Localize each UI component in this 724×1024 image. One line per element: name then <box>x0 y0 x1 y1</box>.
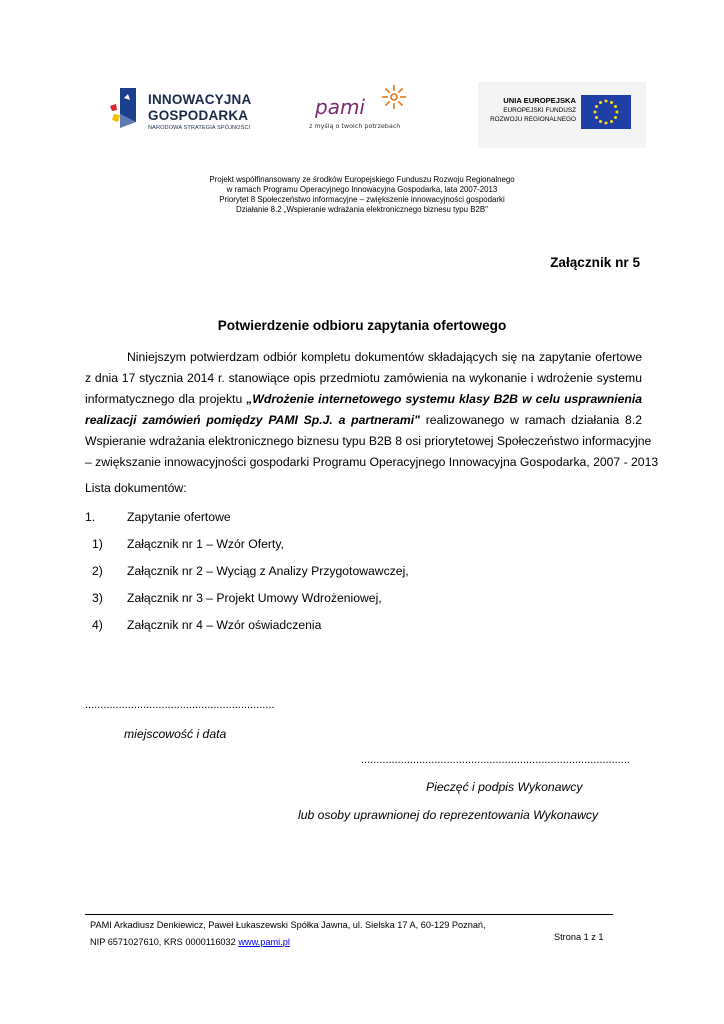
sub-item-label: Załącznik nr 2 – Wyciąg z Analizy Przygotowawczej, <box>127 564 409 578</box>
sub-item-number: 2) <box>92 564 103 578</box>
paragraph-line-5: Wspieranie wdrażania elektronicznego biznesu typu B2B 8 osi priorytetowej Społeczeństwo informacyjne <box>85 434 652 448</box>
eu-text-line3: ROZWOJU REGIONALNEGO <box>490 116 576 123</box>
stamp-signature-label: Pieczęć i podpis Wykonawcy <box>426 780 583 794</box>
sub-item-label: Załącznik nr 4 – Wzór oświadczenia <box>127 618 322 632</box>
ig-text-line2: GOSPODARKA <box>148 108 249 123</box>
innowacyjna-gospodarka-logo <box>88 78 264 148</box>
project-info-line: Priorytet 8 Społeczeństwo informacyjne – zwiększenie innowacyjności gospodarki <box>219 195 505 204</box>
paragraph-line-2: z dnia 17 stycznia 2014 r. stanowiące opis przedmiotu zamówienia na wykonanie i wdrożenie systemu <box>85 371 642 385</box>
paragraph-line-3 <box>85 391 642 407</box>
project-name-part1: „Wdrożenie internetowego systemu klasy B2B w celu usprawnienia <box>246 392 643 406</box>
footer-nip-krs: NIP 6571027610, KRS 0000116032 <box>90 937 239 947</box>
sub-item-number: 4) <box>92 618 103 632</box>
sub-item-label: Załącznik nr 3 – Projekt Umowy Wdrożeniowej, <box>127 591 382 605</box>
paragraph-line-4 <box>85 412 642 428</box>
pami-wordmark-text: pami <box>315 95 365 119</box>
signature-dotted-line: ........................................................................................ <box>361 754 630 766</box>
eu-text-line1: UNIA EUROPEJSKA <box>503 96 576 105</box>
footer-registration <box>90 937 290 947</box>
project-info-line: Projekt współfinansowany ze środków Europejskiego Funduszu Rozwoju Regionalnego <box>209 175 515 184</box>
pami-wordmark <box>315 94 385 120</box>
project-info <box>0 175 724 215</box>
eu-text-line2: EUROPEJSKI FUNDUSZ <box>503 107 576 114</box>
sub-item-label: Załącznik nr 1 – Wzór Oferty, <box>127 537 284 551</box>
authorized-person-label: lub osoby uprawnionej do reprezentowania Wykonawcy <box>298 808 599 822</box>
ig-flag-icon <box>110 88 136 128</box>
pami-logo <box>305 82 425 142</box>
ig-text-line3: NARODOWA STRATEGIA SPÓJNOŚCI <box>148 125 251 131</box>
footer-address: PAMI Arkadiusz Denkiewicz, Paweł Łukaszewski Spółka Jawna, ul. Sielska 17 A, 60-129 Poznań, <box>90 920 486 930</box>
footer-divider <box>85 914 613 915</box>
website-link[interactable]: www.pami.pl <box>238 937 290 947</box>
pami-tagline: z myślą o twoich potrzebach <box>309 122 401 130</box>
list-item-label: Zapytanie ofertowe <box>127 510 231 524</box>
page-number: Strona 1 z 1 <box>554 932 604 942</box>
paragraph-line-6: – zwiększanie innowacyjności gospodarki Programu Operacyjnego Innowacyjna Gospodarka, 2007 - 2013 <box>85 455 659 469</box>
place-date-dotted-line: .............................................................. <box>85 699 275 711</box>
list-heading: Lista dokumentów: <box>85 481 187 495</box>
page-title: Potwierdzenie odbioru zapytania ofertowego <box>217 318 507 333</box>
place-date-label: miejscowość i data <box>124 727 227 741</box>
project-info-line: w ramach Programu Operacyjnego Innowacyjna Gospodarka, lata 2007-2013 <box>226 185 498 194</box>
paragraph-line-4-plain: realizowanego w ramach działania 8.2 <box>425 413 642 427</box>
eu-logo <box>478 82 646 148</box>
ig-text-line1: INNOWACYJNA <box>148 92 252 107</box>
list-item-number: 1. <box>85 510 96 524</box>
attachment-label: Załącznik nr 5 <box>550 255 640 270</box>
sub-item-number: 3) <box>92 591 103 605</box>
project-info-line: Działanie 8.2 „Wspieranie wdrażania elektronicznego biznesu typu B2B" <box>236 205 488 214</box>
paragraph-line-3-plain: informatycznego dla projektu <box>85 392 247 406</box>
sub-item-number: 1) <box>92 537 103 551</box>
eu-flag-icon <box>581 95 631 129</box>
paragraph-line-1: Niniejszym potwierdzam odbiór kompletu dokumentów składających się na zapytanie ofertowe <box>127 350 642 364</box>
pami-sun-icon <box>381 84 407 110</box>
project-name-part2: realizacji zamówień pomiędzy PAMI Sp.J. a partnerami" <box>85 413 420 427</box>
